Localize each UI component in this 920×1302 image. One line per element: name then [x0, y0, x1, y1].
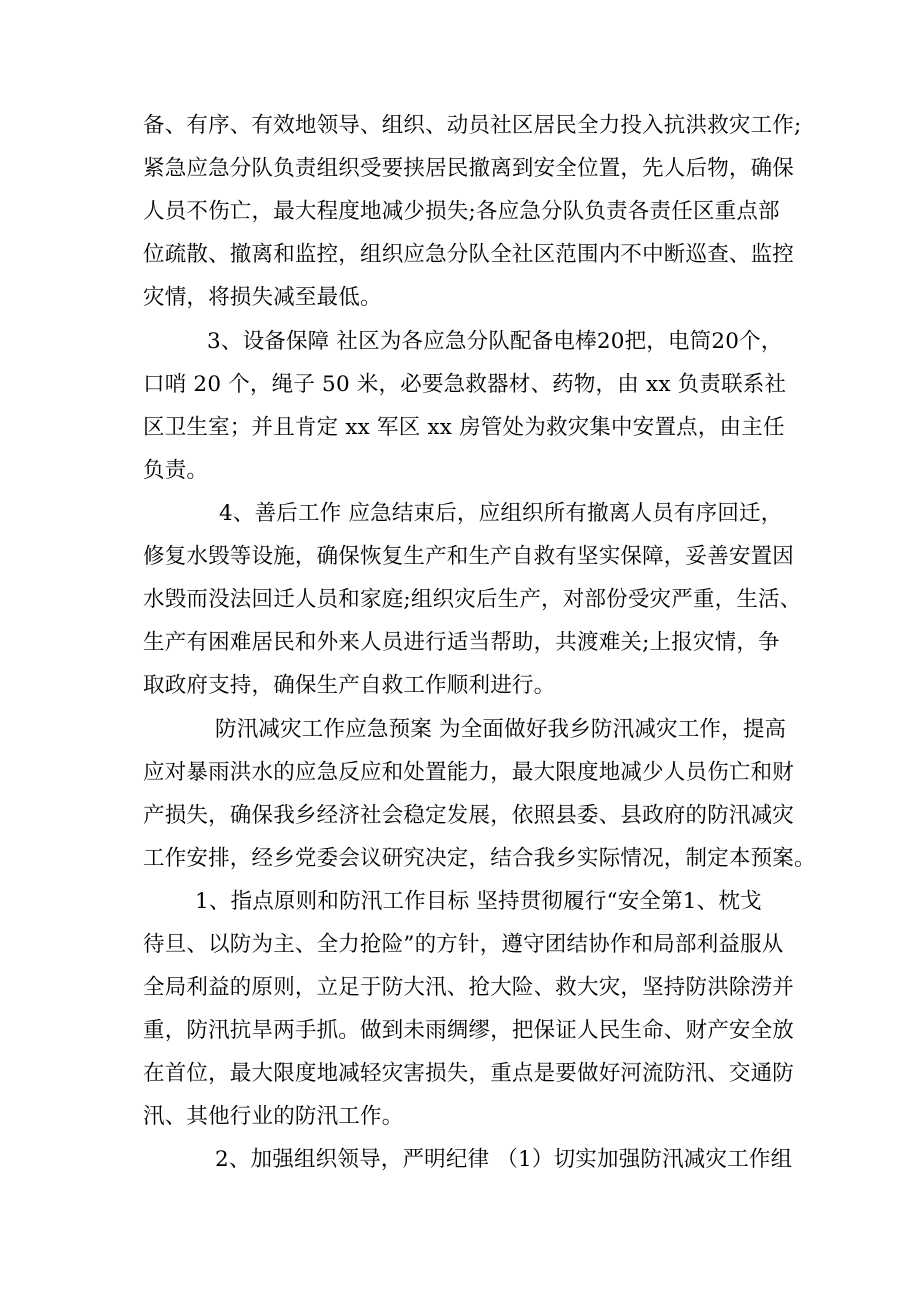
paragraph-line: 口哨 20 个，绳子 50 米，必要急救器材、药物，由 xx 负责联系社 — [143, 372, 787, 397]
paragraph-line: 1、指点原则和防汛工作目标 坚持贯彻履行“安全第1、枕戈 — [195, 889, 762, 914]
paragraph-line: 人员不伤亡，最大程度地减少损失;各应急分队负责各责任区重点部 — [143, 199, 780, 224]
paragraph-line: 生产有困难居民和外来人员进行适当帮助，共渡难关;上报灾情，争 — [143, 630, 780, 655]
paragraph-line: 重，防汛抗旱两手抓。做到未雨绸缪，把保证人民生命、财产安全放 — [143, 1018, 795, 1043]
paragraph-line: 3、设备保障 社区为各应急分队配备电棒20把，电筒20个， — [207, 329, 783, 354]
paragraph-line: 灾情，将损失减至最低。 — [143, 285, 382, 310]
paragraph-line: 防汛减灾工作应急预案 为全面做好我乡防汛减灾工作，提高 — [215, 717, 787, 742]
paragraph-line: 2、加强组织领导，严明纪律 （1）切实加强防汛减灾工作组 — [215, 1147, 793, 1172]
paragraph-line: 区卫生室；并且肯定 xx 军区 xx 房管处为救灾集中安置点，由主任 — [143, 415, 785, 440]
paragraph-line: 待旦、以防为主、全力抢险”的方针，遵守团结协作和局部利益服从 — [143, 932, 784, 957]
paragraph-line: 产损失，确保我乡经济社会稳定发展，依照县委、县政府的防汛减灾 — [143, 803, 795, 828]
paragraph-line: 取政府支持，确保生产自救工作顺利进行。 — [143, 673, 556, 698]
paragraph-line: 备、有序、有效地领导、组织、动员社区居民全力投入抗洪救灾工作; — [143, 113, 802, 138]
paragraph-line: 工作安排，经乡党委会议研究决定，结合我乡实际情况，制定本预案。 — [143, 846, 816, 871]
paragraph-line: 修复水毁等设施，确保恢复生产和生产自救有坚实保障，妥善安置因 — [143, 544, 795, 569]
paragraph-line: 汛、其他行业的防汛工作。 — [143, 1104, 404, 1129]
paragraph-line: 全局利益的原则，立足于防大汛、抢大险、救大灾，坚持防洪除涝并 — [143, 975, 795, 1000]
paragraph-line: 在首位，最大限度地减轻灾害损失，重点是要做好河流防汛、交通防 — [143, 1061, 795, 1086]
paragraph-line: 应对暴雨洪水的应急反应和处置能力，最大限度地减少人员伤亡和财 — [143, 760, 795, 785]
paragraph-line: 水毁而没法回迁人员和家庭;组织灾后生产，对部份受灾严重，生活、 — [143, 587, 802, 612]
paragraph-line: 紧急应急分队负责组织受要挟居民撤离到安全位置，先人后物，确保 — [143, 156, 795, 181]
paragraph-line: 负责。 — [143, 458, 209, 483]
paragraph-line: 位疏散、撤离和监控，组织应急分队全社区范围内不中断巡查、监控 — [143, 242, 795, 267]
paragraph-line: 4、善后工作 应急结束后，应组织所有撤离人员有序回迁， — [219, 501, 783, 526]
